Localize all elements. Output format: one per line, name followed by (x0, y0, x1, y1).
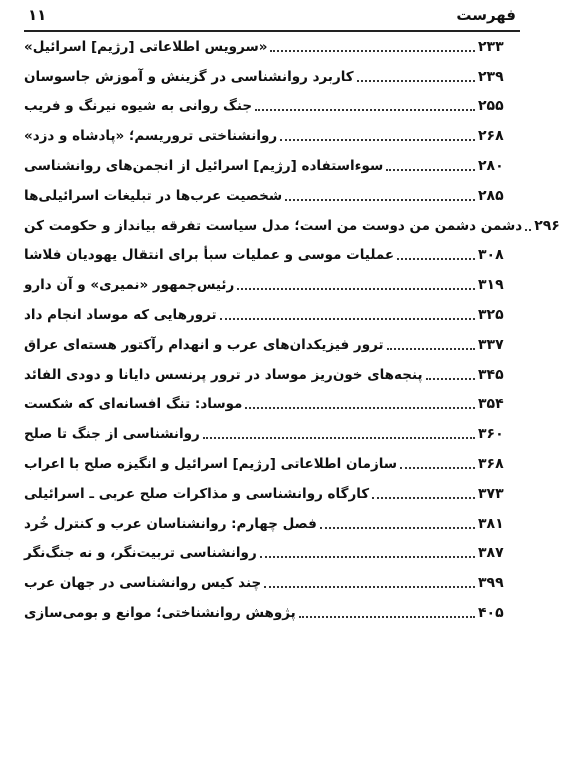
dot-leader (270, 50, 475, 52)
toc-entry-title: کاربرد روانشناسی در گزینش و آموزش جاسوسان (24, 68, 354, 85)
toc-entry-title: شخصیت عرب‌ها در تبلیغات اسرائیلی‌ها (24, 187, 283, 204)
toc-entry[interactable] (24, 507, 518, 537)
dot-leader (400, 467, 475, 469)
dot-leader (320, 527, 475, 529)
toc-entry[interactable] (24, 179, 518, 209)
dot-leader (245, 407, 475, 409)
toc-entry-title: ترورهایی که موساد انجام داد (24, 306, 217, 323)
toc-entry[interactable] (24, 268, 518, 298)
toc-entry[interactable] (24, 30, 518, 60)
toc-entry-page: ۳۶۰ (478, 426, 504, 443)
dot-leader (203, 437, 475, 439)
toc-entry-title: روانشناسی از جنگ تا صلح (24, 426, 200, 443)
toc-entry-page: ۳۲۵ (478, 306, 504, 323)
toc-entry-page: ۳۰۸ (478, 247, 504, 264)
toc-entry-title: پنجه‌های خون‌ریز موساد در ترور پرنسس دایانا و دودی الفائد (24, 366, 423, 383)
dot-leader (426, 378, 475, 380)
toc-entry-page: ۳۶۸ (478, 455, 504, 472)
toc-entry-title: کارگاه روانشناسی و مذاکرات صلح عربی ـ اسرائیلی (24, 485, 370, 502)
dot-leader (237, 288, 475, 290)
toc-entry[interactable] (24, 596, 518, 626)
toc-entry[interactable] (24, 149, 518, 179)
toc-entry-title: روانشناسی تربیت‌نگر، و نه جنگ‌نگر (24, 545, 257, 562)
toc-entry-title: موساد: تنگ افسانه‌ای که شکست (24, 396, 243, 413)
toc-entry-page: ۲۳۳ (478, 38, 504, 55)
dot-leader (372, 497, 475, 499)
toc-entry-page: ۲۸۰ (478, 157, 504, 174)
toc-entry[interactable] (24, 239, 518, 269)
toc-entry-page: ۲۶۸ (478, 128, 504, 145)
toc-entry[interactable] (24, 566, 518, 596)
toc-entry-page: ۲۹۶ (534, 217, 560, 234)
toc-entry-title: ترور فیزیکدان‌های عرب و انهدام رآکتور هسته‌ای عراق (24, 336, 384, 353)
table-of-contents (24, 30, 560, 626)
toc-entry-title: رئیس‌جمهور «نمیری» و آن دارو (24, 277, 235, 294)
toc-entry[interactable] (24, 388, 518, 418)
toc-entry-title: روانشناختی تروریسم؛ «پادشاه و دزد» (24, 128, 278, 145)
toc-entry[interactable] (24, 60, 518, 90)
toc-entry[interactable] (24, 537, 518, 567)
dot-leader (386, 169, 475, 171)
toc-entry-title: «سرویس اطلاعاتی [رژیم] اسرائیل» (24, 38, 268, 55)
page-number: ۱۱ (28, 6, 47, 24)
toc-entry-title: دشمن دشمن من دوست من است؛ مدل سیاست تفرقه بیانداز و حکومت کن (24, 217, 523, 234)
dot-leader (387, 348, 475, 350)
dot-leader (299, 616, 475, 618)
toc-entry[interactable] (24, 477, 518, 507)
toc-entry-page: ۳۵۴ (478, 396, 504, 413)
toc-entry-page: ۳۴۵ (478, 366, 504, 383)
toc-entry[interactable] (24, 417, 518, 447)
toc-entry[interactable] (24, 328, 518, 358)
dot-leader (264, 586, 475, 588)
toc-entry[interactable] (24, 447, 518, 477)
dot-leader (255, 109, 475, 111)
toc-entry-page: ۳۹۹ (478, 575, 504, 592)
toc-entry-page: ۳۸۷ (478, 545, 504, 562)
toc-entry-title: چند کیس روانشناسی در جهان عرب (24, 575, 262, 592)
dot-leader (525, 229, 531, 231)
toc-entry-page: ۳۱۹ (478, 277, 504, 294)
dot-leader (220, 318, 475, 320)
toc-entry-page: ۲۳۹ (478, 68, 504, 85)
toc-entry[interactable] (24, 358, 518, 388)
toc-entry[interactable] (24, 209, 560, 239)
toc-entry[interactable] (24, 119, 518, 149)
toc-entry-page: ۴۰۵ (478, 604, 504, 621)
dot-leader (285, 199, 475, 201)
page-title: فهرست (456, 6, 516, 24)
dot-leader (260, 556, 475, 558)
toc-entry-title: سوءاستفاده [رژیم] اسرائیل از انجمن‌های روانشناسی (24, 157, 384, 174)
page-header (24, 2, 520, 32)
toc-entry-page: ۲۵۵ (478, 98, 504, 115)
toc-entry-title: عملیات موسی و عملیات سبأ برای انتقال یهودیان فلاشا (24, 247, 395, 264)
toc-entry-title: جنگ روانی به شیوه نیرنگ و فریب (24, 98, 253, 115)
toc-entry-page: ۲۸۵ (478, 187, 504, 204)
dot-leader (397, 258, 475, 260)
toc-entry-page: ۳۷۳ (478, 485, 504, 502)
toc-entry-title: فصل چهارم: روانشناسان عرب و کنترل خُرد (24, 515, 317, 532)
toc-entry-page: ۳۳۷ (478, 336, 504, 353)
dot-leader (357, 80, 475, 82)
toc-entry[interactable] (24, 298, 518, 328)
toc-entry-page: ۳۸۱ (478, 515, 504, 532)
toc-entry[interactable] (24, 90, 518, 120)
dot-leader (280, 139, 475, 141)
toc-entry-title: پژوهش روانشناختی؛ موانع و بومی‌سازی (24, 604, 296, 621)
toc-entry-title: سازمان اطلاعاتی [رژیم] اسرائیل و انگیزه صلح با اعراب (24, 455, 398, 472)
